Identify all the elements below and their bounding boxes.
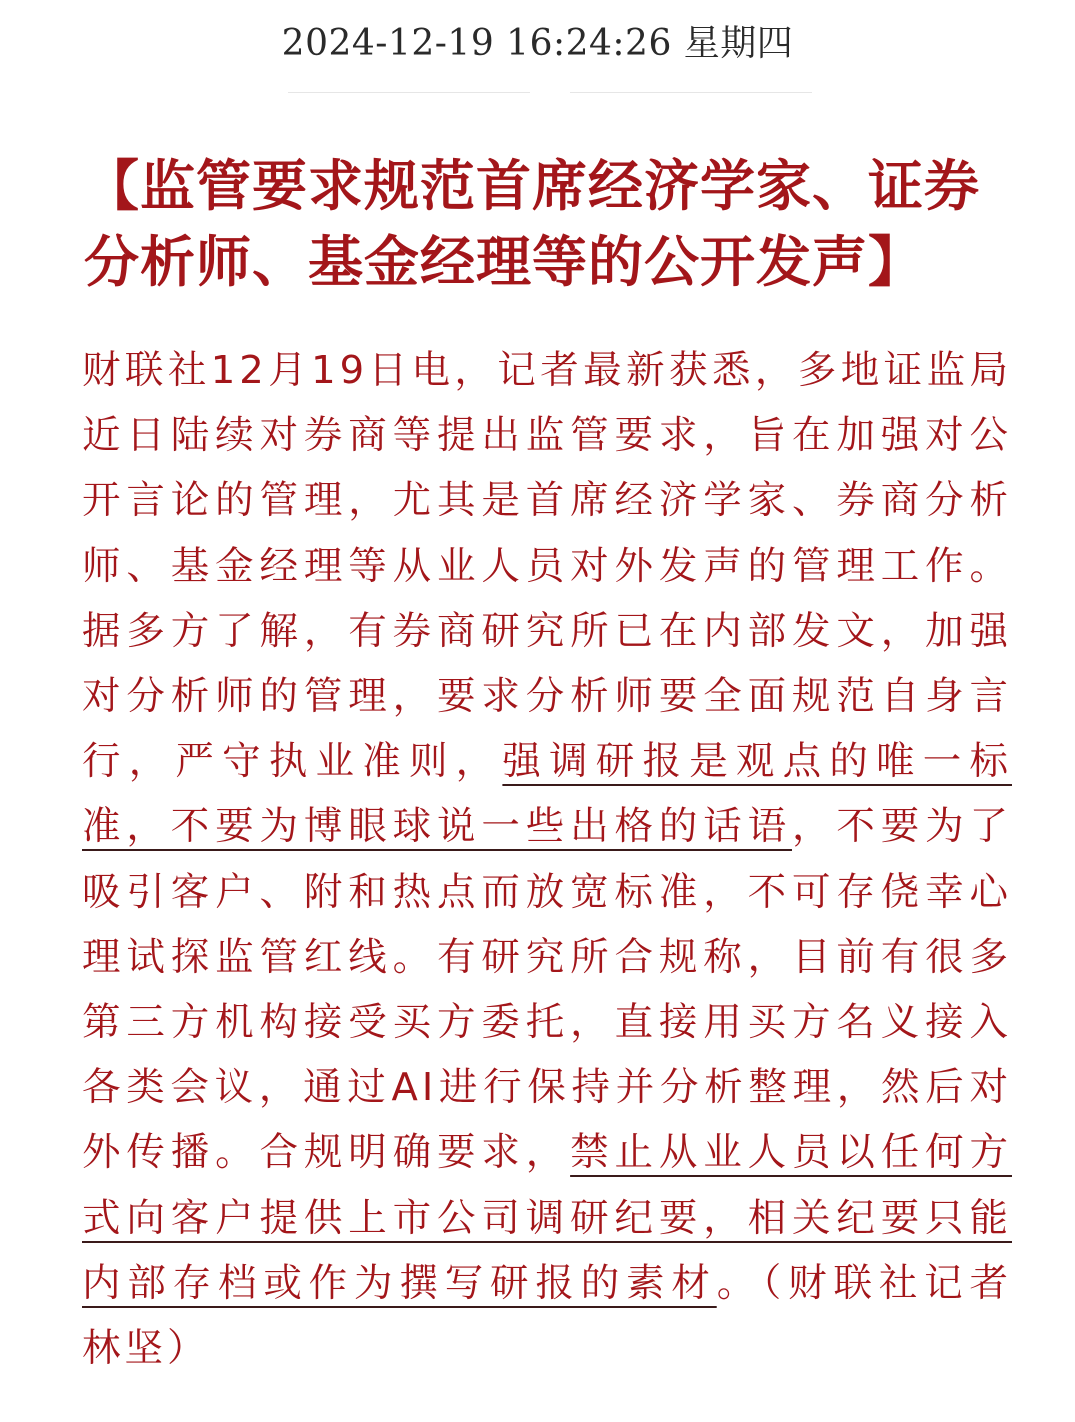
body-text-segment: 。（财联社记者 林坚） — [82, 1260, 1012, 1372]
timestamp: 2024-12-19 16:24:26 星期四 — [281, 23, 794, 64]
divider-right — [570, 92, 812, 93]
body-text-segment: ，不要为了吸引客户、附和热点而放宽标准，不可存侥幸心理试探监管红线。有研究所合规称，目前有很多第三方机构接受买方委托，直接用买方名义接入各类会议，通过AI进行保持并分析整理，然后对外传播。合规明确要求， — [82, 804, 1012, 1176]
divider-left — [288, 92, 530, 93]
body-text-segment: 财联社12月19日电，记者最新获悉，多地证监局近日陆续对券商等提出监管要求，旨在加强对公开言论的管理，尤其是首席经济学家、券商分析师、基金经理等从业人员对外发声的管理工作。据多方了解，有券商研究所已在内部发文，加强对分析师的管理，要求分析师要全面规范自身言行，严守执业准则， — [82, 348, 1012, 785]
underlined-emphasis: 强调研报是观点的唯一标准，不要为博眼球说一些出格的话语 — [82, 739, 1012, 850]
article-headline: 【监管要求规范首席经济学家、证券分析师、基金经理等的公开发声】 — [84, 153, 981, 294]
article-body — [82, 338, 1012, 1381]
underlined-emphasis: 禁止从业人员以任何方式向客户提供上市公司调研纪要，相关纪要只能内部存档或作为撰写研报的素材 — [82, 1130, 1012, 1306]
